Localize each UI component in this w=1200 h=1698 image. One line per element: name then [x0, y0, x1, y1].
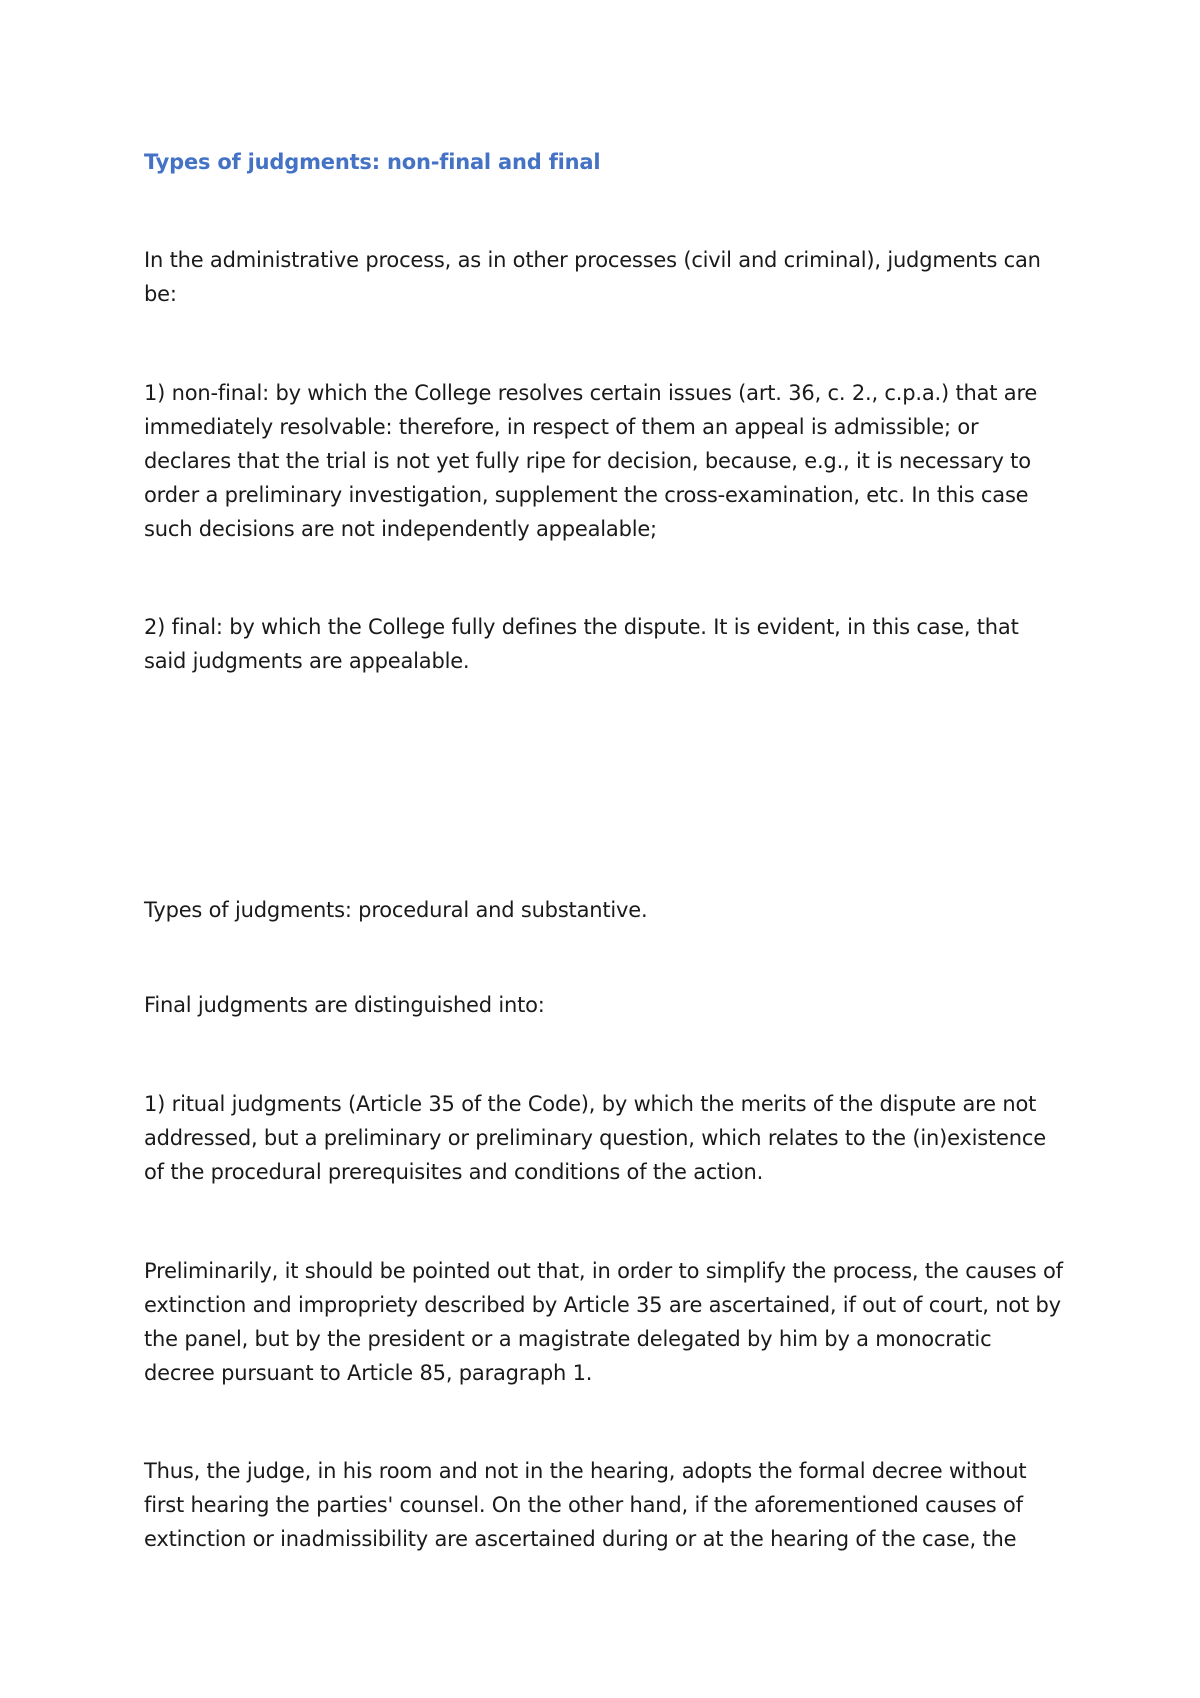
- paragraph-final: 2) final: by which the College fully defines the dispute. It is evident, in this case, that said judgments are appealable.: [144, 615, 1019, 673]
- paragraph-preliminarily: Preliminarily, it should be pointed out that, in order to simplify the process, the causes of extinction and impropriety described by Article 35 are ascertained, if out of court, not by the panel, but by the president or a magistrate delegated by him by a monocratic decree pursuant to Article 85, paragraph 1.: [144, 1259, 1063, 1385]
- paragraph-non-final: 1) non-final: by which the College resolves certain issues (art. 36, c. 2., c.p.a.) that are immediately resolvable: therefore, in respect of them an appeal is admissible; or declares that the trial is not yet fully ripe for decision, because, e.g., it is necessary to order a preliminary investigation, supplement the cross-examination, etc. In this case such decisions are not independently appealable;: [144, 381, 1038, 541]
- paragraph-ritual-judgments: 1) ritual judgments (Article 35 of the Code), by which the merits of the dispute are not addressed, but a preliminary or preliminary question, which relates to the (in)existence of the procedural prerequisites and conditions of the action.: [144, 1092, 1046, 1184]
- paragraph-distinguished: Final judgments are distinguished into:: [144, 993, 545, 1017]
- paragraph-subheading: Types of judgments: procedural and substantive.: [144, 898, 648, 922]
- paragraph-thus: Thus, the judge, in his room and not in the hearing, adopts the formal decree without first hearing the parties' counsel. On the other hand, if the aforementioned causes of extinction or inadmissibility are ascertained during or at the hearing of the case, the: [144, 1459, 1027, 1551]
- paragraph-intro: In the administrative process, as in other processes (civil and criminal), judgments can be:: [144, 248, 1041, 306]
- section-heading: Types of judgments: non-final and final: [144, 150, 601, 174]
